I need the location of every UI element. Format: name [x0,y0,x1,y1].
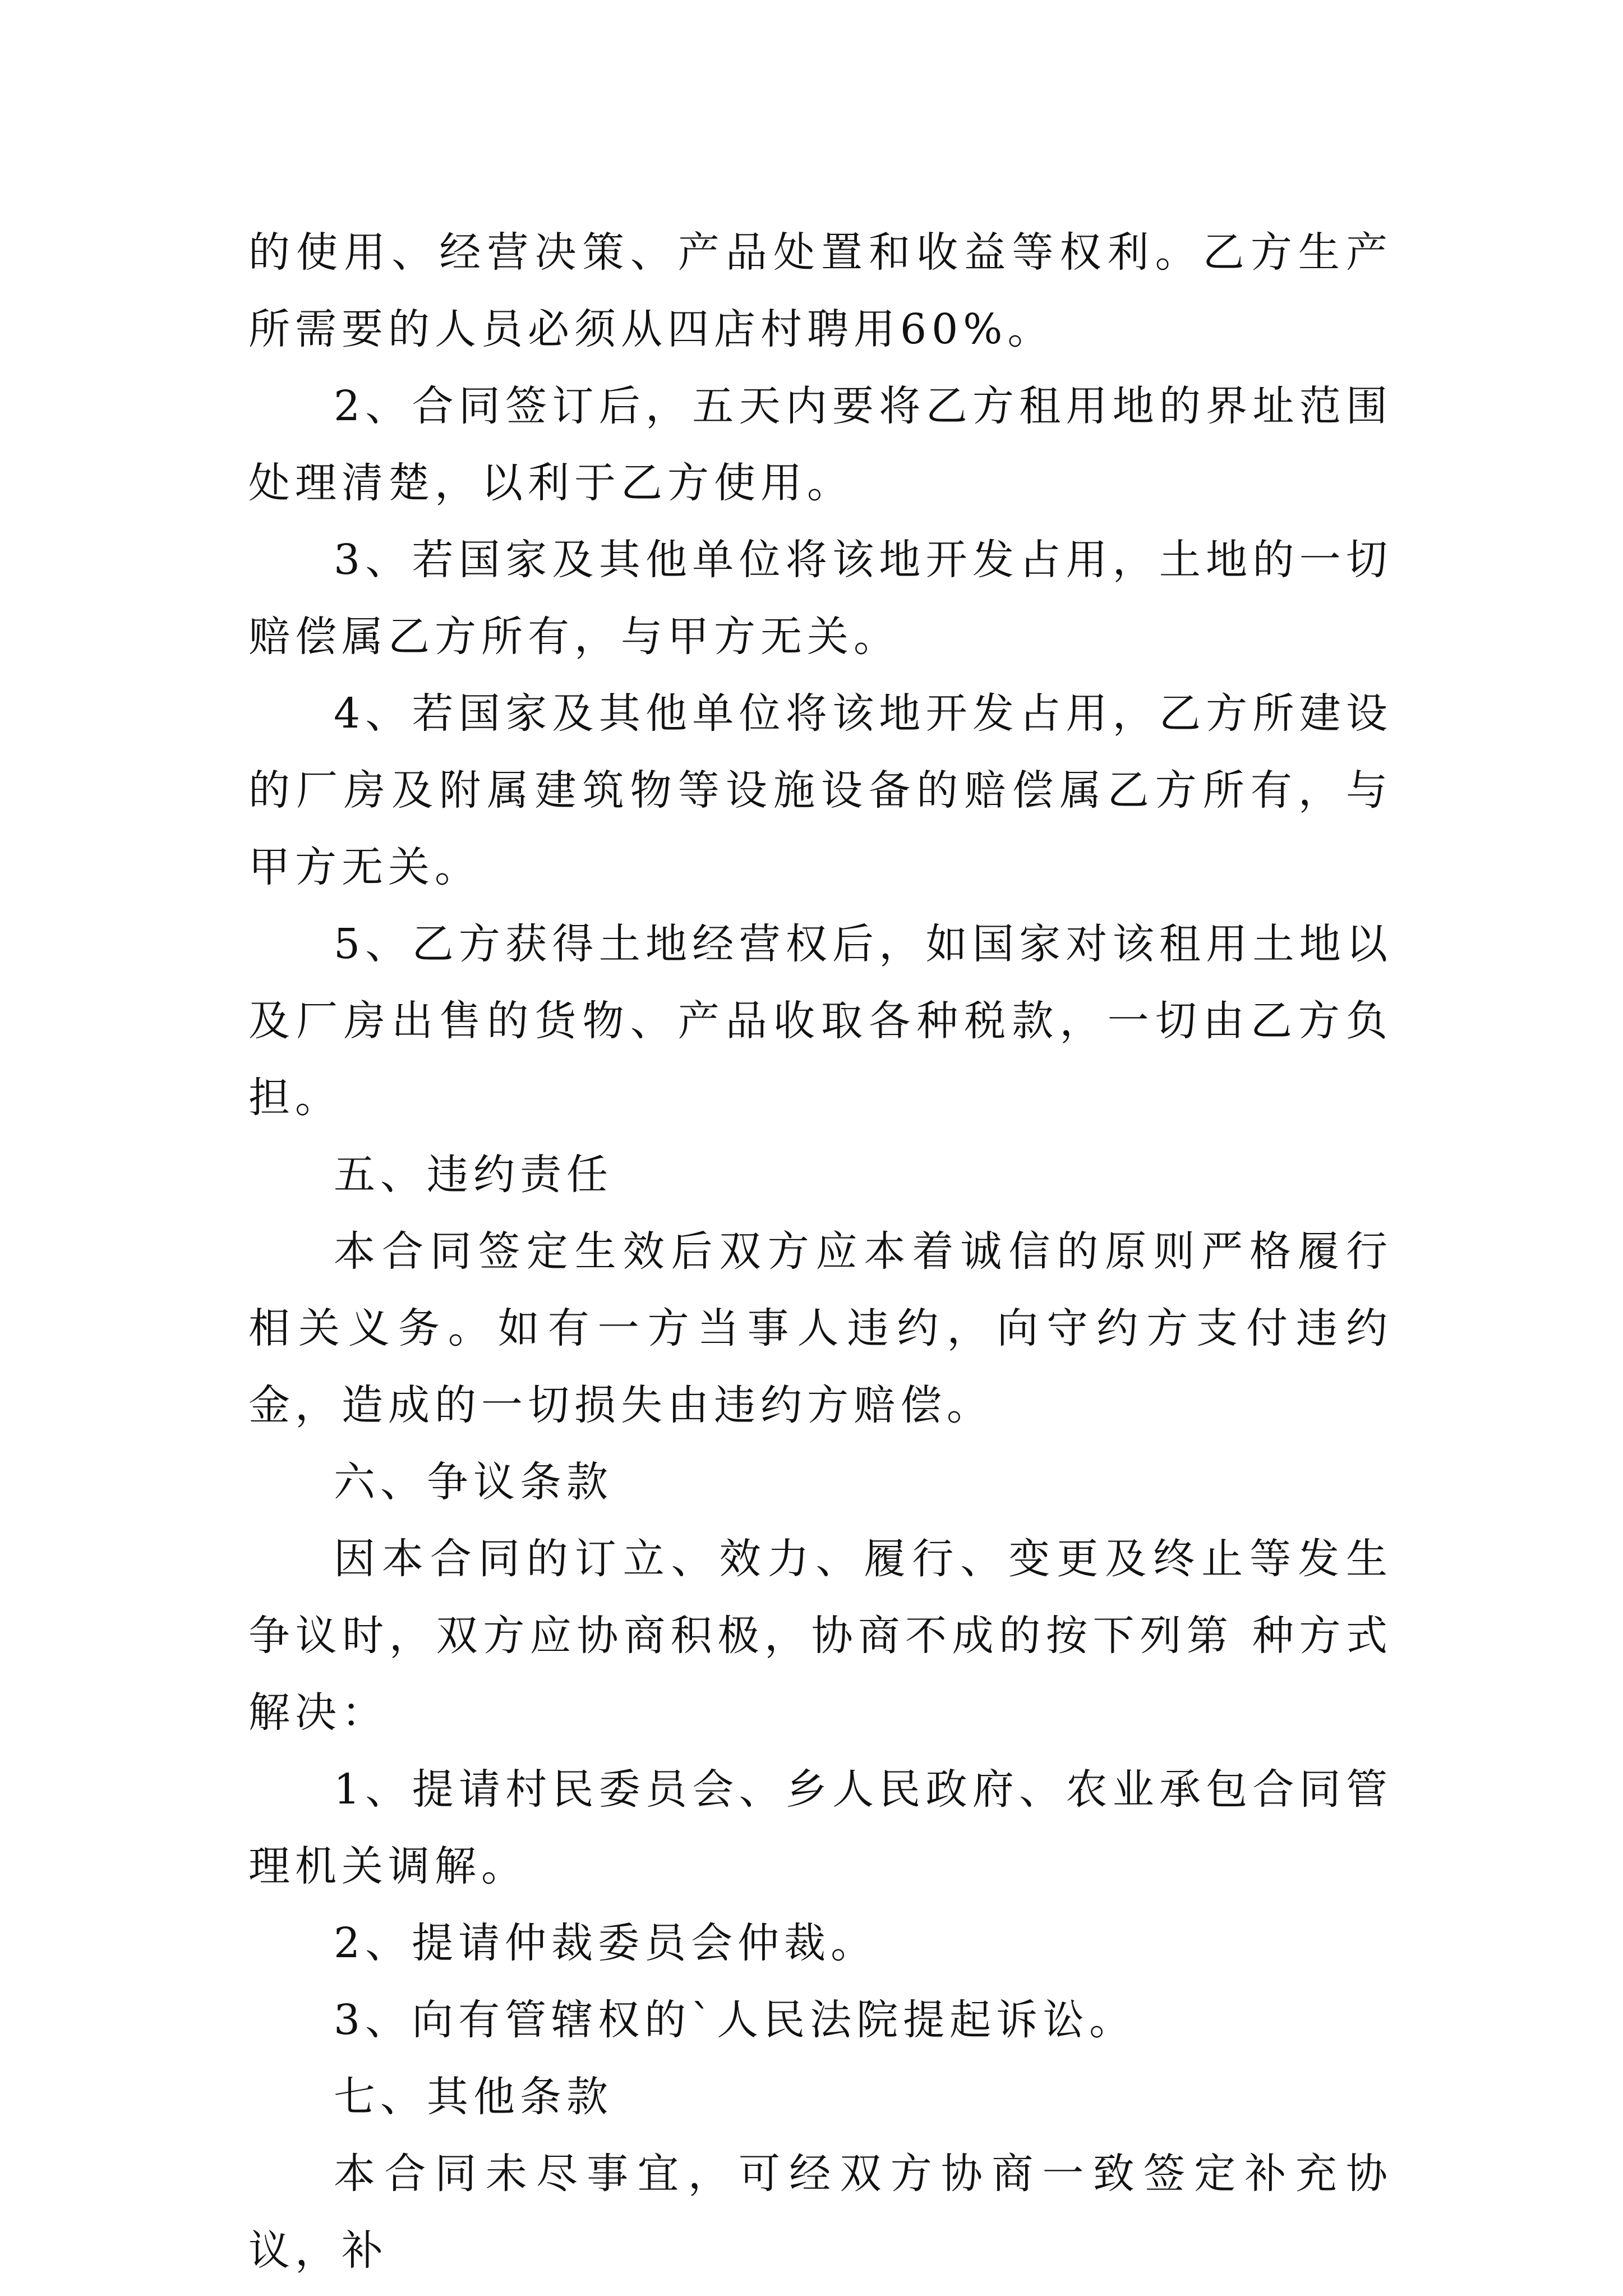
section-heading-other-terms: 七、其他条款 [334,2073,613,2121]
paragraph-clause-3: 3、若国家及其他单位将该地开发占用，土地的一切赔偿属乙方所有，与甲方无关。 [248,536,1393,661]
paragraph-dispute-option-2: 2、提请仲裁委员会仲裁。 [334,1919,878,1967]
paragraph-clause-4: 4、若国家及其他单位将该地开发占用，乙方所建设的厂房及附属建筑物等设施设备的赔偿属乙方所有，与甲方无关。 [248,689,1393,891]
paragraph-dispute-intro: 因本合同的订立、效力、履行、变更及终止等发生争议时，双方应协商积极，协商不成的按下列第 种方式解决： [248,1535,1393,1737]
paragraph-clause-2: 2、合同签订后，五天内要将乙方租用地的界址范围处理清楚，以利于乙方使用。 [248,382,1393,507]
document-body [248,214,1393,2289]
paragraph-dispute-option-3: 3、向有管辖权的`人民法院提起诉讼。 [334,1996,1136,2044]
paragraph-rights-continued: 的使用、经营决策、产品处置和收益等权利。乙方生产所需要的人员必须从四店村聘用60%。 [248,228,1393,353]
paragraph-other-terms: 本合同未尽事宜，可经双方协商一致签定补充协议，补 [248,2150,1393,2275]
paragraph-breach-liability: 本合同签定生效后双方应本着诚信的原则严格履行相关义务。如有一方当事人违约，向守约方支付违约金，造成的一切损失由违约方赔偿。 [248,1227,1393,1429]
paragraph-clause-5: 5、乙方获得土地经营权后，如国家对该租用土地以及厂房出售的货物、产品收取各种税款，一切由乙方负担。 [248,920,1393,1122]
section-heading-breach-liability: 五、违约责任 [334,1151,613,1199]
section-heading-dispute: 六、争议条款 [334,1458,613,1506]
paragraph-dispute-option-1: 1、提请村民委员会、乡人民政府、农业承包合同管理机关调解。 [248,1765,1393,1890]
